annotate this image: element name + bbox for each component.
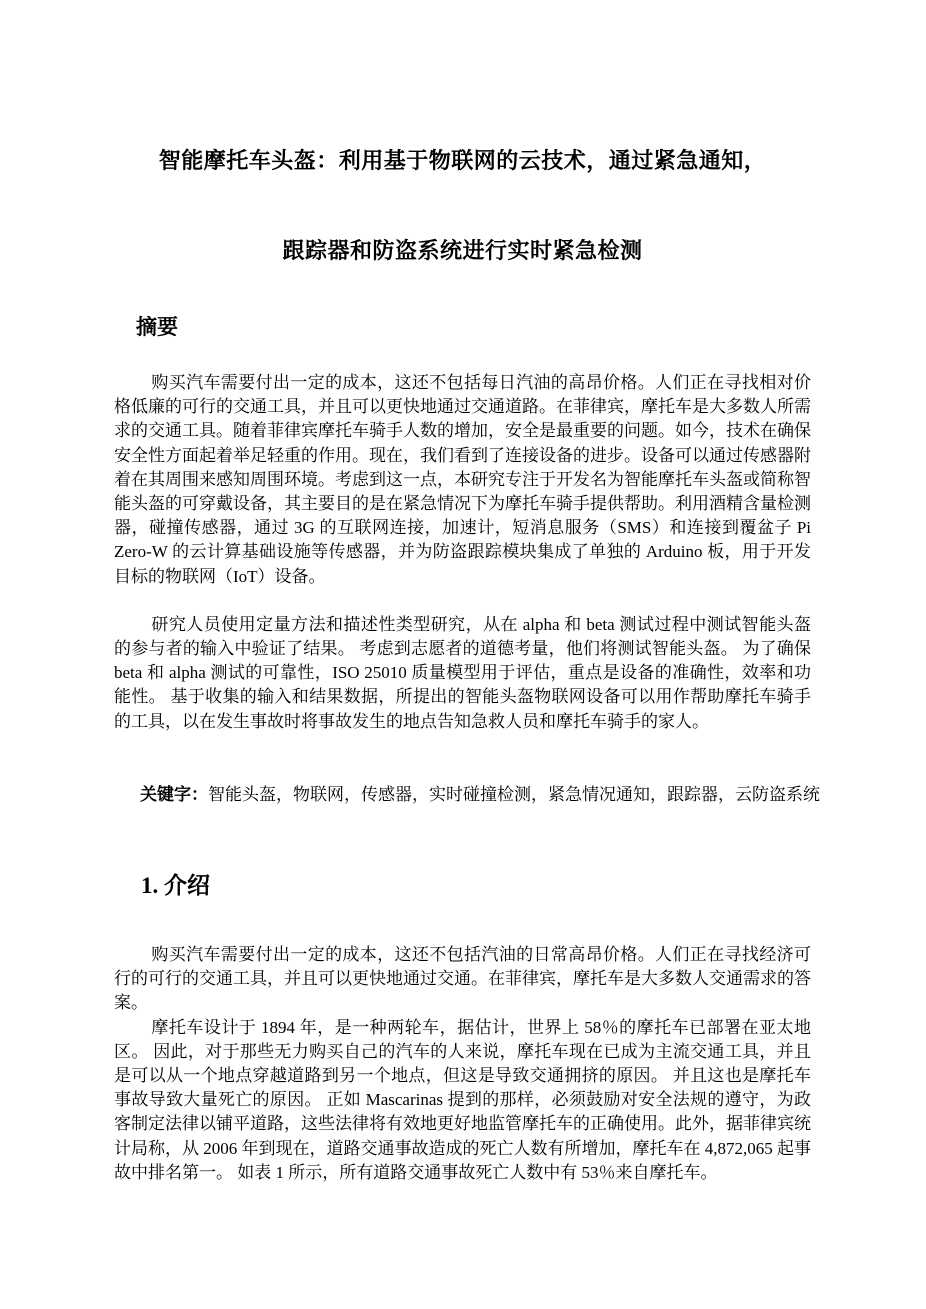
paper-title-line1: 智能摩托车头盔：利用基于物联网的云技术，通过紧急通知， (158, 148, 767, 173)
abstract-heading: 摘要 (136, 316, 178, 339)
keywords-label: 关键字： (140, 784, 208, 804)
abstract-paragraph-1: 购买汽车需要付出一定的成本，这还不包括每日汽油的高昂价格。人们正在寻找相对价格低廉的可行的交通工具，并且可以更快地通过交通道路。在菲律宾，摩托车是大多数人所需求的交通工具。随着菲律宾摩托车骑手人数的增加，安全是最重要的问题。如今，技术在确保安全性方面起着举足轻重的作用。现在，我们看到了连接设备的进步。设备可以通过传感器附着在其周围来感知周围环境。考虑到这一点，本研究专注于开发名为智能摩托车头盔或简称智能头盔的可穿戴设备，其主要目的是在紧急情况下为摩托车骑手提供帮助。利用酒精含量检测器，碰撞传感器，通过 3G 的互联网连接，加速计，短消息服务（SMS）和连接到覆盆子 Pi Zero-W 的云计算基础设施等传感器，并为防盗跟踪模块集成了单独的 Arduino 板，用于开发目标的物联网（IoT）设备。 (114, 373, 811, 586)
keywords-line (140, 783, 820, 807)
section-1-heading: 1. 介绍 (141, 873, 210, 899)
keywords-value: 智能头盔，物联网，传感器，实时碰撞检测，紧急情况通知，跟踪器，云防盗系统 (208, 784, 820, 804)
paper-title-line2: 跟踪器和防盗系统进行实时紧急检测 (282, 238, 643, 263)
introduction-paragraph-2: 摩托车设计于 1894 年，是一种两轮车，据估计，世界上 58％的摩托车已部署在亚太地区。 因此，对于那些无力购买自己的汽车的人来说，摩托车现在已成为主流交通工具，并且是可以从一个地点穿越道路到另一个地点，但这是导致交通拥挤的原因。 并且这也是摩托车事故导致大量死亡的原因。 正如 Mascarinas 提到的那样，必须鼓励对安全法规的遵守，为政客制定法律以铺平道路，这些法律将有效地更好地监管摩托车的正确使用。此外，据菲律宾统计局称，从 2006 年到现在，道路交通事故造成的死亡人数有所增加，摩托车在 4,872,065 起事故中排名第一。 如表 1 所示，所有道路交通事故死亡人数中有 53％来自摩托车。 (114, 1017, 811, 1182)
abstract-paragraph-2: 研究人员使用定量方法和描述性类型研究，从在 alpha 和 beta 测试过程中测试智能头盔的参与者的输入中验证了结果。 考虑到志愿者的道德考量，他们将测试智能头盔。 为了确保 beta 和 alpha 测试的可靠性，ISO 25010 质量模型用于评估，重点是设备的准确性，效率和功能性。 基于收集的输入和结果数据，所提出的智能头盔物联网设备可以用作帮助摩托车骑手的工具，以在发生事故时将事故发生的地点告知急救人员和摩托车骑手的家人。 (114, 614, 811, 731)
document-content (114, 0, 820, 1185)
introduction-paragraph-1: 购买汽车需要付出一定的成本，这还不包括汽油的日常高昂价格。人们正在寻找经济可行的可行的交通工具，并且可以更快地通过交通。在菲律宾，摩托车是大多数人交通需求的答案。 (114, 945, 811, 1013)
